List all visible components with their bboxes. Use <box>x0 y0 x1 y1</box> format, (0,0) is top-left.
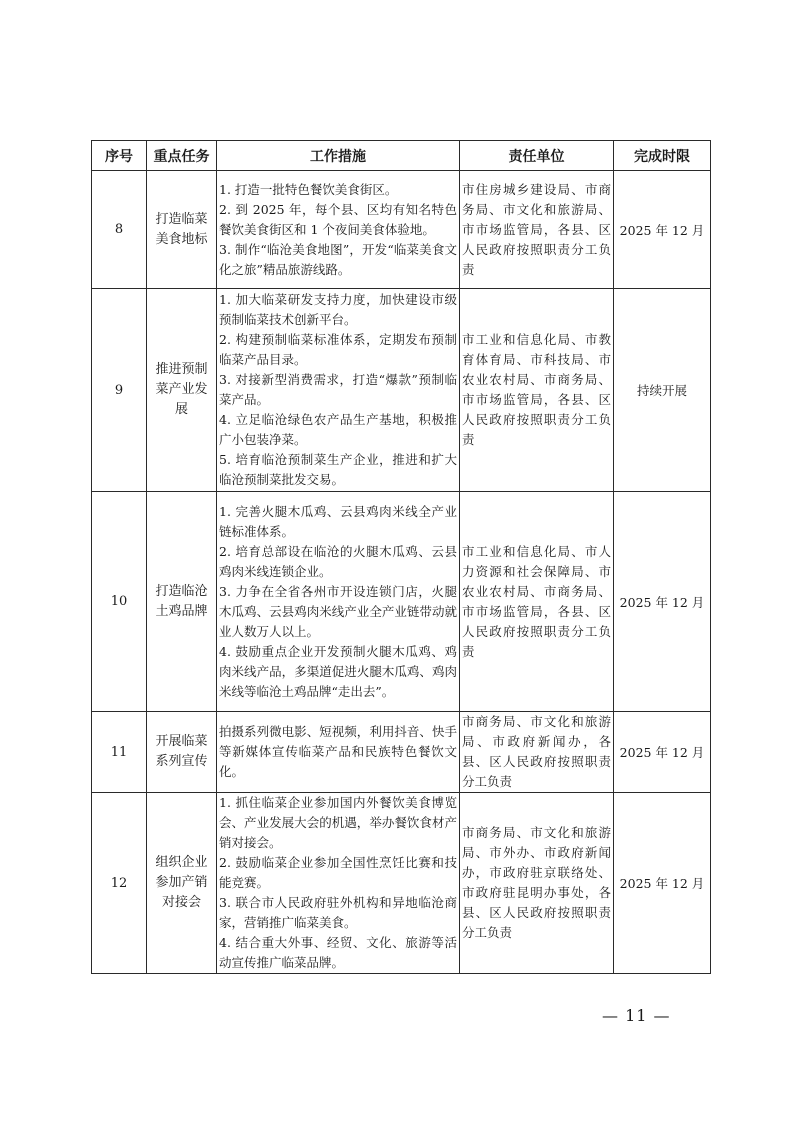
cell-no: 10 <box>92 492 147 712</box>
cell-units: 市工业和信息化局、市教育体育局、市科技局、市农业农村局、市商务局、市市场监管局，各县、区人民政府按照职责分工负责 <box>460 289 614 492</box>
cell-task: 打造临菜美食地标 <box>147 171 217 289</box>
cell-deadline: 2025 年 12 月 <box>614 171 711 289</box>
cell-units: 市工业和信息化局、市人力资源和社会保障局、市农业农村局、市商务局、市市场监管局，各县、区人民政府按照职责分工负责 <box>460 492 614 712</box>
cell-no: 11 <box>92 712 147 793</box>
measure-item: 2. 鼓励临菜企业参加全国性烹饪比赛和技能竞赛。 <box>219 855 457 890</box>
measure-item: 3. 力争在全省各州市开设连锁门店，火腿木瓜鸡、云县鸡肉米线产业全产业链带动就业人数万人以上。 <box>219 583 457 639</box>
measure-item: 2. 到 2025 年，每个县、区均有知名特色餐饮美食街区和 1 个夜间美食体验地。 <box>219 201 457 237</box>
cell-no: 12 <box>92 793 147 974</box>
task-table <box>91 140 711 974</box>
measure-item: 1. 加大临菜研发支持力度，加快建设市级预制临菜技术创新平台。 <box>219 292 457 327</box>
cell-measures <box>217 289 460 492</box>
table-body <box>92 171 711 974</box>
measure-item: 5. 培育临沧预制菜生产企业，推进和扩大临沧预制菜批发交易。 <box>219 452 457 487</box>
cell-units: 市住房城乡建设局、市商务局、市文化和旅游局、市市场监管局，各县、区人民政府按照职责分工负责 <box>460 171 614 289</box>
cell-task: 打造临沧土鸡品牌 <box>147 492 217 712</box>
measure-item: 2. 培育总部设在临沧的火腿木瓜鸡、云县鸡肉米线连锁企业。 <box>219 543 457 579</box>
measure-item: 2. 构建预制临菜标准体系，定期发布预制临菜产品目录。 <box>219 332 457 367</box>
measure-item: 拍摄系列微电影、短视频，利用抖音、快手等新媒体宣传临菜产品和民族特色餐饮文化。 <box>219 724 457 779</box>
measure-item: 3. 联合市人民政府驻外机构和异地临沧商家，营销推广临菜美食。 <box>219 895 457 930</box>
measure-item: 3. 制作“临沧美食地图”，开发“临菜美食文化之旅”精品旅游线路。 <box>219 241 457 277</box>
measure-item: 4. 立足临沧绿色农产品生产基地，积极推广小包装净菜。 <box>219 412 457 447</box>
cell-measures <box>217 171 460 289</box>
table-row <box>92 171 711 289</box>
table-row <box>92 712 711 793</box>
measure-item: 4. 鼓励重点企业开发预制火腿木瓜鸡、鸡肉米线产品，多渠道促进火腿木瓜鸡、鸡肉米线等临沧土鸡品牌“走出去”。 <box>219 643 457 699</box>
measure-item: 3. 对接新型消费需求，打造“爆款”预制临菜产品。 <box>219 372 457 407</box>
cell-measures <box>217 712 460 793</box>
measure-item: 1. 打造一批特色餐饮美食街区。 <box>219 181 398 197</box>
cell-deadline: 持续开展 <box>614 289 711 492</box>
header-task: 重点任务 <box>147 141 217 171</box>
page-number: — 11 — <box>602 1006 671 1025</box>
cell-task: 开展临菜系列宣传 <box>147 712 217 793</box>
cell-measures <box>217 793 460 974</box>
cell-deadline: 2025 年 12 月 <box>614 492 711 712</box>
cell-task: 推进预制菜产业发展 <box>147 289 217 492</box>
cell-deadline: 2025 年 12 月 <box>614 712 711 793</box>
header-units: 责任单位 <box>460 141 614 171</box>
measure-item: 1. 完善火腿木瓜鸡、云县鸡肉米线全产业链标准体系。 <box>219 503 457 539</box>
cell-units: 市商务局、市文化和旅游局、市政府新闻办，各县、区人民政府按照职责分工负责 <box>460 712 614 793</box>
measure-item: 1. 抓住临菜企业参加国内外餐饮美食博览会、产业发展大会的机遇，举办餐饮食材产销对接会。 <box>219 795 457 850</box>
cell-task: 组织企业参加产销对接会 <box>147 793 217 974</box>
table-row <box>92 793 711 974</box>
cell-measures <box>217 492 460 712</box>
cell-no: 9 <box>92 289 147 492</box>
cell-units: 市商务局、市文化和旅游局、市外办、市政府新闻办，市政府驻京联络处、市政府驻昆明办事处，各县、区人民政府按照职责分工负责 <box>460 793 614 974</box>
measure-item: 4. 结合重大外事、经贸、文化、旅游等活动宣传推广临菜品牌。 <box>219 935 457 970</box>
cell-deadline: 2025 年 12 月 <box>614 793 711 974</box>
header-row <box>92 141 711 171</box>
cell-no: 8 <box>92 171 147 289</box>
header-deadline: 完成时限 <box>614 141 711 171</box>
table-row <box>92 492 711 712</box>
header-measures: 工作措施 <box>217 141 460 171</box>
table-row <box>92 289 711 492</box>
header-no: 序号 <box>92 141 147 171</box>
